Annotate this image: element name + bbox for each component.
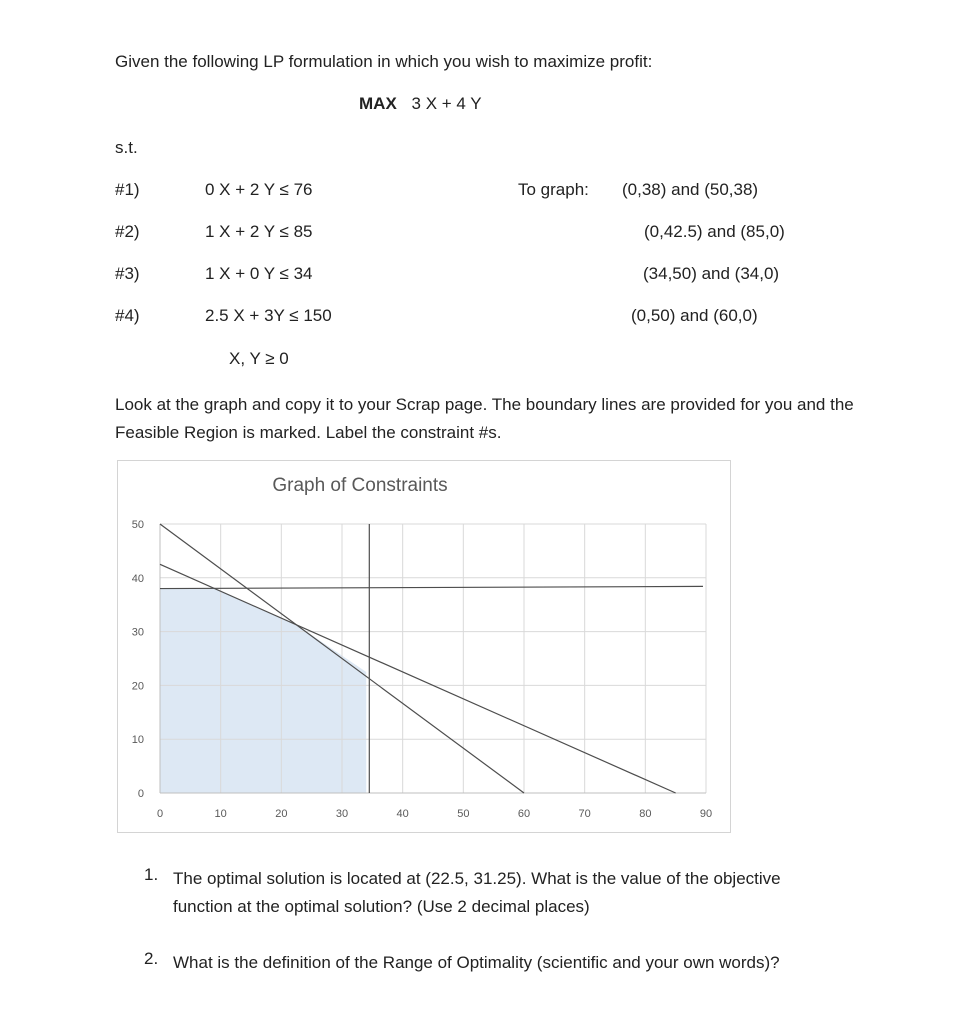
y-tick-label-20: 20 xyxy=(131,680,144,693)
constraint-1-id: #1) xyxy=(115,180,140,199)
question-1-text: The optimal solution is located at (22.5, 31.25). What is the value of the objective function at the optimal solution? (Use 2 decimal places) xyxy=(173,869,781,916)
constraint-4-expr: 2.5 X + 3Y ≤ 150 xyxy=(205,306,332,325)
objective-keyword: MAX xyxy=(359,94,397,113)
x-tick-label-70: 70 xyxy=(578,808,591,820)
x-tick-label-30: 30 xyxy=(335,808,349,820)
feasible-region xyxy=(160,589,366,793)
y-tick-label-50: 50 xyxy=(131,519,144,531)
y-tick-label-10: 10 xyxy=(131,734,144,747)
x-tick-label-80: 80 xyxy=(639,808,652,820)
x-tick-label-60: 60 xyxy=(517,808,531,820)
question-2-number: 2. xyxy=(144,949,159,968)
x-tick-label-40: 40 xyxy=(396,808,409,820)
x-tick-label-50: 50 xyxy=(457,808,470,820)
y-tick-label-30: 30 xyxy=(131,626,144,639)
constraint-3-graph: (34,50) and (34,0) xyxy=(643,264,780,283)
intro-text: Given the following LP formulation in which you wish to maximize profit: xyxy=(115,52,653,71)
objective-expression: 3 X + 4 Y xyxy=(411,94,482,113)
constraint-3-id: #3) xyxy=(115,264,140,283)
y-tick-label-40: 40 xyxy=(131,572,144,585)
to-graph-label: To graph: xyxy=(518,180,589,199)
x-tick-label-0: 0 xyxy=(156,808,164,820)
constraints-chart xyxy=(117,460,731,833)
x-tick-label-10: 10 xyxy=(214,808,227,820)
constraint-2-graph: (0,42.5) and (85,0) xyxy=(644,222,785,241)
constraint-line-1 xyxy=(160,586,703,588)
constraint-2-expr: 1 X + 2 Y ≤ 85 xyxy=(205,222,313,241)
constraint-4-graph: (0,50) and (60,0) xyxy=(631,306,758,325)
chart-canvas xyxy=(118,461,732,834)
chart-title: Graph of Constraints xyxy=(272,475,448,496)
question-1-number: 1. xyxy=(144,865,159,884)
x-tick-label-90: 90 xyxy=(699,808,713,820)
constraint-1-graph: (0,38) and (50,38) xyxy=(622,180,759,199)
question-2-text: What is the definition of the Range of Optimality (scientific and your own words)? xyxy=(173,953,780,972)
instructions-text: Look at the graph and copy it to your Scrap page. The boundary lines are provided for you and the Feasible Region is marked. Label the constraint #s. xyxy=(115,395,854,442)
y-tick-label-0: 0 xyxy=(137,788,144,800)
constraint-2-id: #2) xyxy=(115,222,140,241)
nonnegativity: X, Y ≥ 0 xyxy=(229,349,289,368)
constraint-1-expr: 0 X + 2 Y ≤ 76 xyxy=(205,180,313,199)
constraint-3-expr: 1 X + 0 Y ≤ 34 xyxy=(205,264,313,283)
st-label: s.t. xyxy=(115,138,138,157)
x-tick-label-20: 20 xyxy=(275,808,288,820)
objective-function xyxy=(359,94,482,114)
constraint-4-id: #4) xyxy=(115,306,140,325)
